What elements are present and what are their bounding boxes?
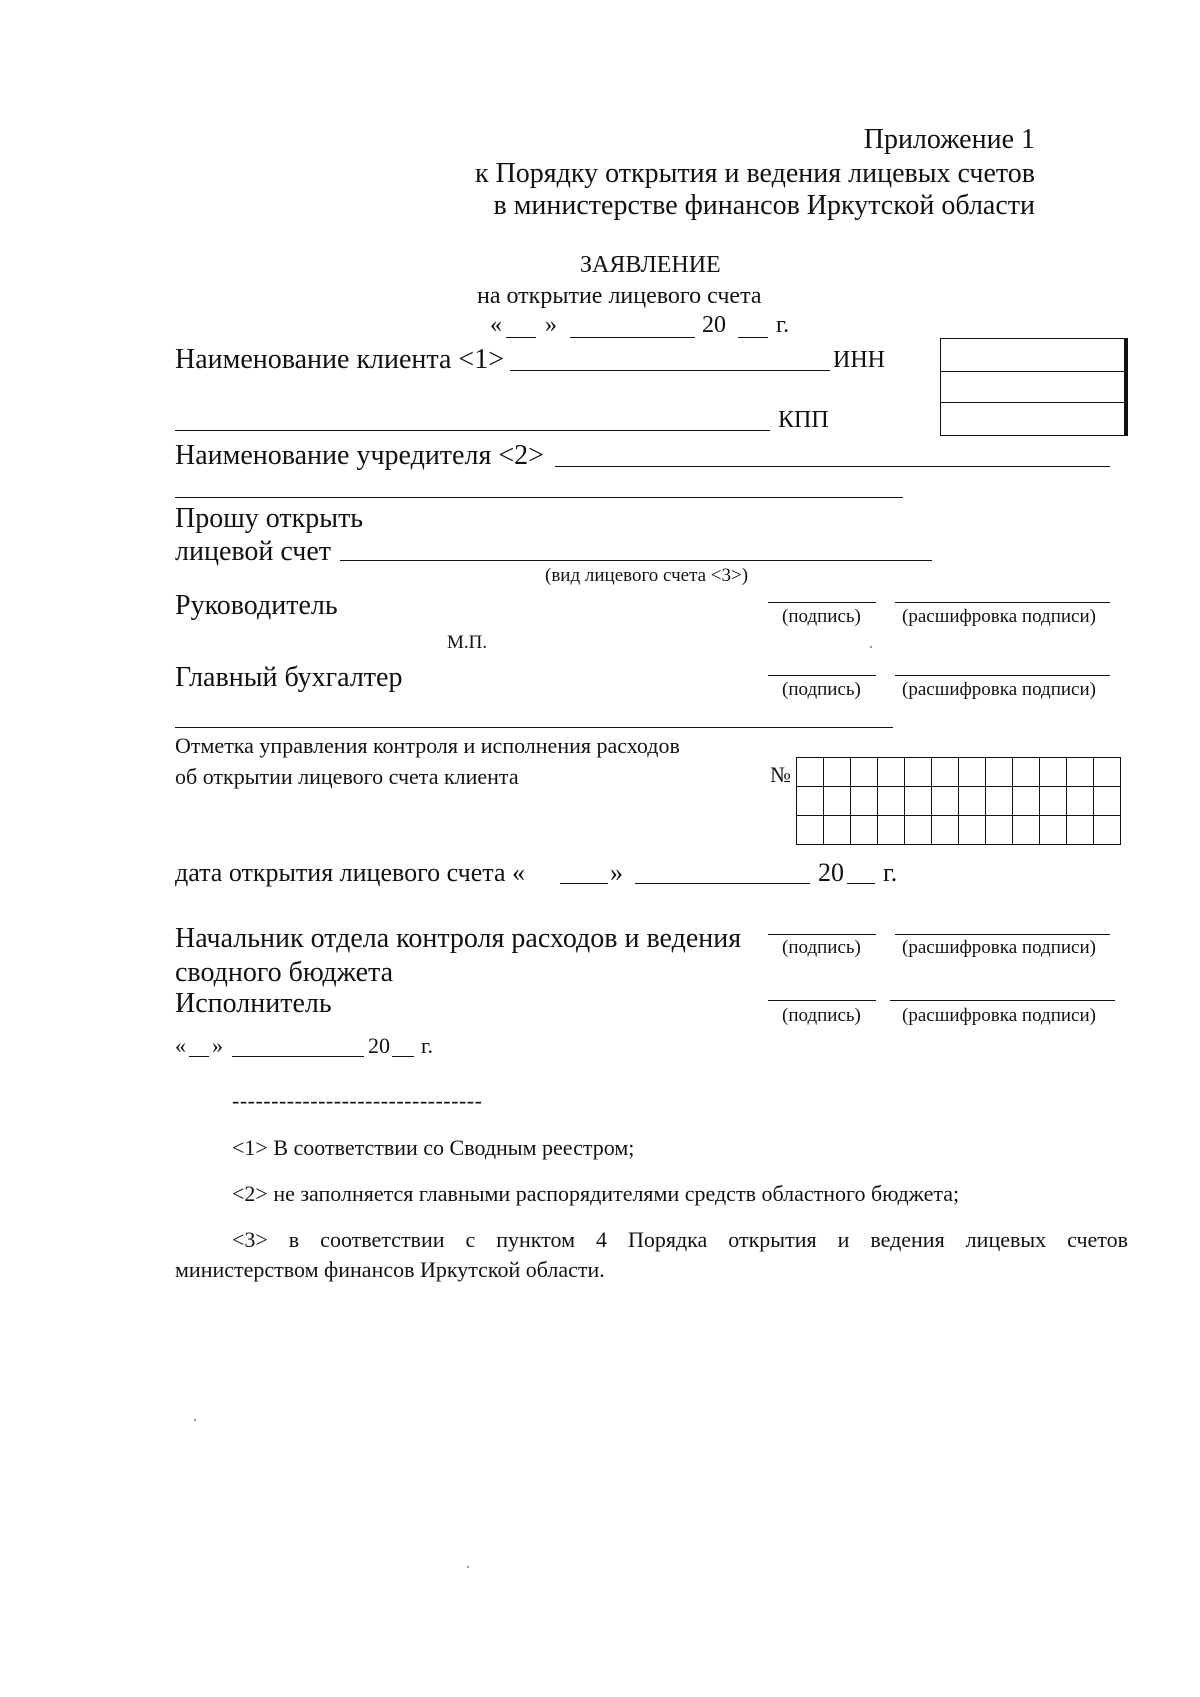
footnote-2: <2> не заполняется главными распорядителями средств областного бюджета; [232, 1181, 960, 1206]
footnote-1: <1> В соответствии со Сводным реестром; [232, 1135, 635, 1160]
chief-signature-caption: (подпись) [782, 937, 861, 958]
accountant-signature-line[interactable] [768, 675, 876, 676]
footnote-3-line2: министерством финансов Иркутской области. [175, 1257, 605, 1282]
scan-speck [467, 1566, 469, 1568]
stamp-place: М.П. [447, 632, 488, 653]
accountant-decode-line[interactable] [895, 675, 1110, 676]
chief-label-line1: Начальник отдела контроля расходов и ведения [175, 923, 742, 954]
opening-year-field[interactable] [847, 883, 875, 884]
chief-signature-line[interactable] [768, 934, 876, 935]
executor-signature-line[interactable] [768, 1000, 876, 1001]
number-sign: № [770, 762, 791, 787]
accountant-label: Главный бухгалтер [175, 662, 403, 693]
scan-speck [194, 1419, 196, 1421]
client-name-label: Наименование клиента <1> [175, 344, 504, 375]
scan-speck [870, 646, 872, 648]
opening-month-field[interactable] [635, 883, 810, 884]
head-signature-caption: (подпись) [782, 606, 861, 627]
footnote-3-line1: <3> в соответствии с пунктом 4 Порядка открытия и ведения лицевых счетов [232, 1227, 1128, 1252]
chief-label-line2: сводного бюджета [175, 957, 394, 988]
opening-date-label: дата открытия лицевого счета « [175, 858, 525, 887]
account-number-grid[interactable] [796, 757, 1121, 845]
founder-label: Наименование учредителя <2> [175, 440, 544, 471]
request-text-line1: Прошу открыть [175, 503, 364, 534]
appendix-reference: к Порядку открытия и ведения лицевых счетов [474, 158, 1035, 189]
request-text-line2: лицевой счет [175, 536, 331, 567]
executor-signature-caption: (подпись) [782, 1005, 861, 1026]
head-signature-line[interactable] [768, 602, 876, 603]
client-name-field[interactable] [510, 370, 830, 371]
mark-text-line2: об открытии лицевого счета клиента [175, 764, 519, 789]
section-divider [175, 727, 893, 728]
kpp-label: КПП [778, 407, 829, 433]
account-type-field[interactable] [340, 560, 932, 561]
mark-text-line1: Отметка управления контроля и исполнения расходов [175, 733, 680, 758]
head-label: Руководитель [175, 590, 338, 621]
opening-date-suffix: г. [883, 858, 898, 887]
chief-decode-caption: (расшифровка подписи) [902, 937, 1096, 958]
accountant-signature-caption: (подпись) [782, 679, 861, 700]
document-subtitle: на открытие лицевого счета [477, 283, 762, 309]
opening-day-field[interactable] [560, 883, 608, 884]
client-name-second-line[interactable] [175, 430, 770, 431]
appendix-number: Приложение 1 [863, 124, 1035, 155]
founder-field[interactable] [555, 466, 1110, 467]
inn-label: ИНН [833, 347, 885, 373]
chief-decode-line[interactable] [895, 934, 1110, 935]
account-type-caption: (вид лицевого счета <3>) [545, 565, 749, 586]
founder-field-second-line[interactable] [175, 497, 903, 498]
document-title: ЗАЯВЛЕНИЕ [580, 252, 721, 278]
footnote-separator: -------------------------------- [232, 1088, 483, 1113]
executor-decode-caption: (расшифровка подписи) [902, 1005, 1096, 1026]
appendix-ministry: в министерстве финансов Иркутской области [493, 190, 1035, 221]
inn-kpp-box[interactable] [940, 338, 1128, 436]
accountant-decode-caption: (расшифровка подписи) [902, 679, 1096, 700]
executor-label: Исполнитель [175, 988, 332, 1019]
head-decode-line[interactable] [895, 602, 1110, 603]
head-decode-caption: (расшифровка подписи) [902, 606, 1096, 627]
executor-decode-line[interactable] [890, 1000, 1115, 1001]
opening-date-year: 20 [818, 858, 844, 887]
opening-date-quote: » [610, 858, 623, 887]
